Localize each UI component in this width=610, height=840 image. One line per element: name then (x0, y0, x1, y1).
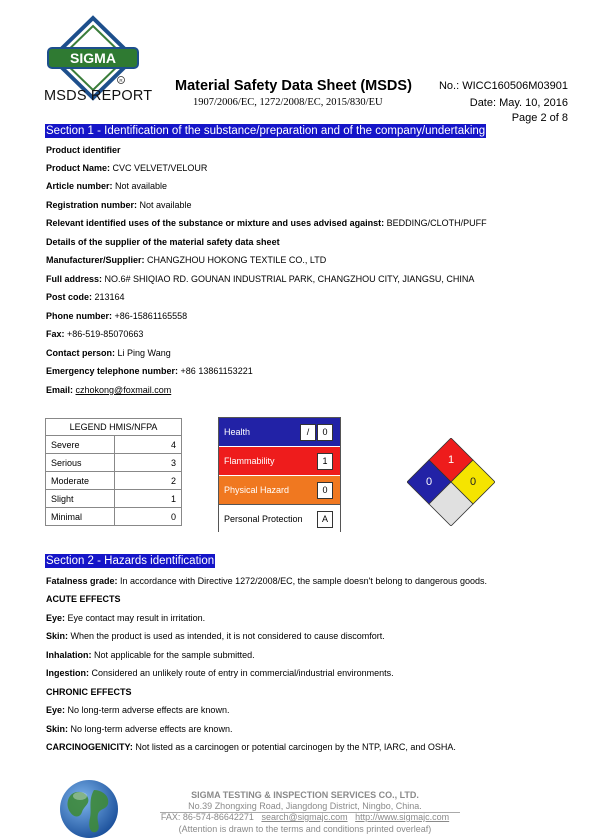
hmis-flammability-row: Flammability 1 (219, 447, 340, 475)
phone-number-line: Phone number: +86-15861165558 (46, 311, 188, 321)
acute-eye-line: Eye: Eye contact may result in irritation. (46, 613, 206, 623)
footer-company: SIGMA TESTING & INSPECTION SERVICES CO., LTD. (191, 790, 419, 800)
fatalness-grade-line: Fatalness grade: In accordance with Directive 1272/2008/EC, the sample doesn't belong to dangerous goods. (46, 576, 487, 586)
section-2-heading: Section 2 - Hazards identification (46, 555, 215, 567)
section-1-heading: Section 1 - Identification of the substance/preparation and of the company/undertaking (46, 125, 486, 137)
document-date: Date: May. 10, 2016 (469, 97, 568, 109)
hmis-protection-row: Personal Protection A (219, 504, 340, 533)
document-number: No.: WICC160506M03901 (438, 80, 568, 92)
table-row: Severe 4 (46, 436, 182, 454)
chronic-eye-line: Eye: No long-term adverse effects are known. (46, 705, 230, 715)
article-number-line: Article number: Not available (46, 181, 168, 191)
msds-report-label: MSDS REPORT (44, 88, 153, 104)
emergency-phone-line: Emergency telephone number: +86 13861153221 (46, 366, 253, 376)
hmis-physical-hazard-row: Physical Hazard 0 (219, 476, 340, 504)
table-row: Moderate 2 (46, 472, 182, 490)
footer-address: No.39 Zhongxing Road, Jiangdong District, Ningbo, China. (188, 801, 422, 811)
product-name-line: Product Name: CVC VELVET/VELOUR (46, 163, 208, 173)
chronic-skin-line: Skin: No long-term adverse effects are known. (46, 724, 233, 734)
footer-website-link[interactable]: http://www.sigmajc.com (355, 812, 450, 822)
email-link[interactable]: czhokong@foxmail.com (75, 385, 172, 395)
chronic-effects-heading: CHRONIC EFFECTS (46, 687, 132, 697)
contact-person-line: Contact person: Li Ping Wang (46, 348, 171, 358)
carcinogenicity-line: CARCINOGENICITY: Not listed as a carcinogen or potential carcinogen by the NTP, IARC, and OSHA. (46, 742, 456, 752)
supplier-details-heading: Details of the supplier of the material safety data sheet (46, 237, 280, 247)
registration-number-line: Registration number: Not available (46, 200, 192, 210)
table-row: Minimal 0 (46, 508, 182, 526)
nfpa-reactivity-value: 0 (469, 476, 477, 488)
footer-email-link[interactable]: search@sigmajc.com (261, 812, 348, 822)
fax-line: Fax: +86-519-85070663 (46, 329, 144, 339)
email-line: Email: czhokong@foxmail.com (46, 385, 172, 395)
nfpa-diamond (407, 438, 495, 526)
page-number: Page 2 of 8 (511, 112, 568, 124)
document-regulations: 1907/2006/EC, 1272/2008/EC, 2015/830/EU (193, 97, 383, 108)
legend-title: LEGEND HMIS/NFPA (46, 419, 182, 436)
manufacturer-line: Manufacturer/Supplier: CHANGZHOU HOKONG TEXTILE CO., LTD (46, 255, 327, 265)
svg-text:R: R (119, 78, 123, 83)
hmis-health-row: Health / 0 (219, 418, 340, 446)
footer-notice: (Attention is drawn to the terms and conditions printed overleaf) (178, 824, 432, 834)
identified-uses-line: Relevant identified uses of the substance or mixture and uses advised against: BEDDING/CLOTH/PUFF (46, 218, 487, 228)
nfpa-flammability-value: 1 (447, 454, 455, 466)
full-address-line: Full address: NO.6# SHIQIAO RD. GOUNAN INDUSTRIAL PARK, CHANGZHOU CITY, JIANGSU, CHINA (46, 274, 475, 284)
footer-fax: FAX: 86-574-86642271 (160, 812, 254, 822)
table-row: Slight 1 (46, 490, 182, 508)
hmis-label (218, 417, 341, 532)
ingestion-line: Ingestion: Considered an unlikely route of entry in commercial/industrial environments. (46, 668, 394, 678)
logo-text: SIGMA (70, 50, 116, 66)
footer-contacts (0, 812, 610, 822)
table-row: Serious 3 (46, 454, 182, 472)
acute-effects-heading: ACUTE EFFECTS (46, 594, 121, 604)
legend-table (45, 418, 182, 526)
inhalation-line: Inhalation: Not applicable for the sample submitted. (46, 650, 255, 660)
document-title: Material Safety Data Sheet (MSDS) (175, 78, 412, 94)
acute-skin-line: Skin: When the product is used as intended, it is not considered to cause discomfort. (46, 631, 385, 641)
product-identifier-heading: Product identifier (46, 145, 121, 155)
post-code-line: Post code: 213164 (46, 292, 125, 302)
nfpa-health-value: 0 (425, 476, 433, 488)
